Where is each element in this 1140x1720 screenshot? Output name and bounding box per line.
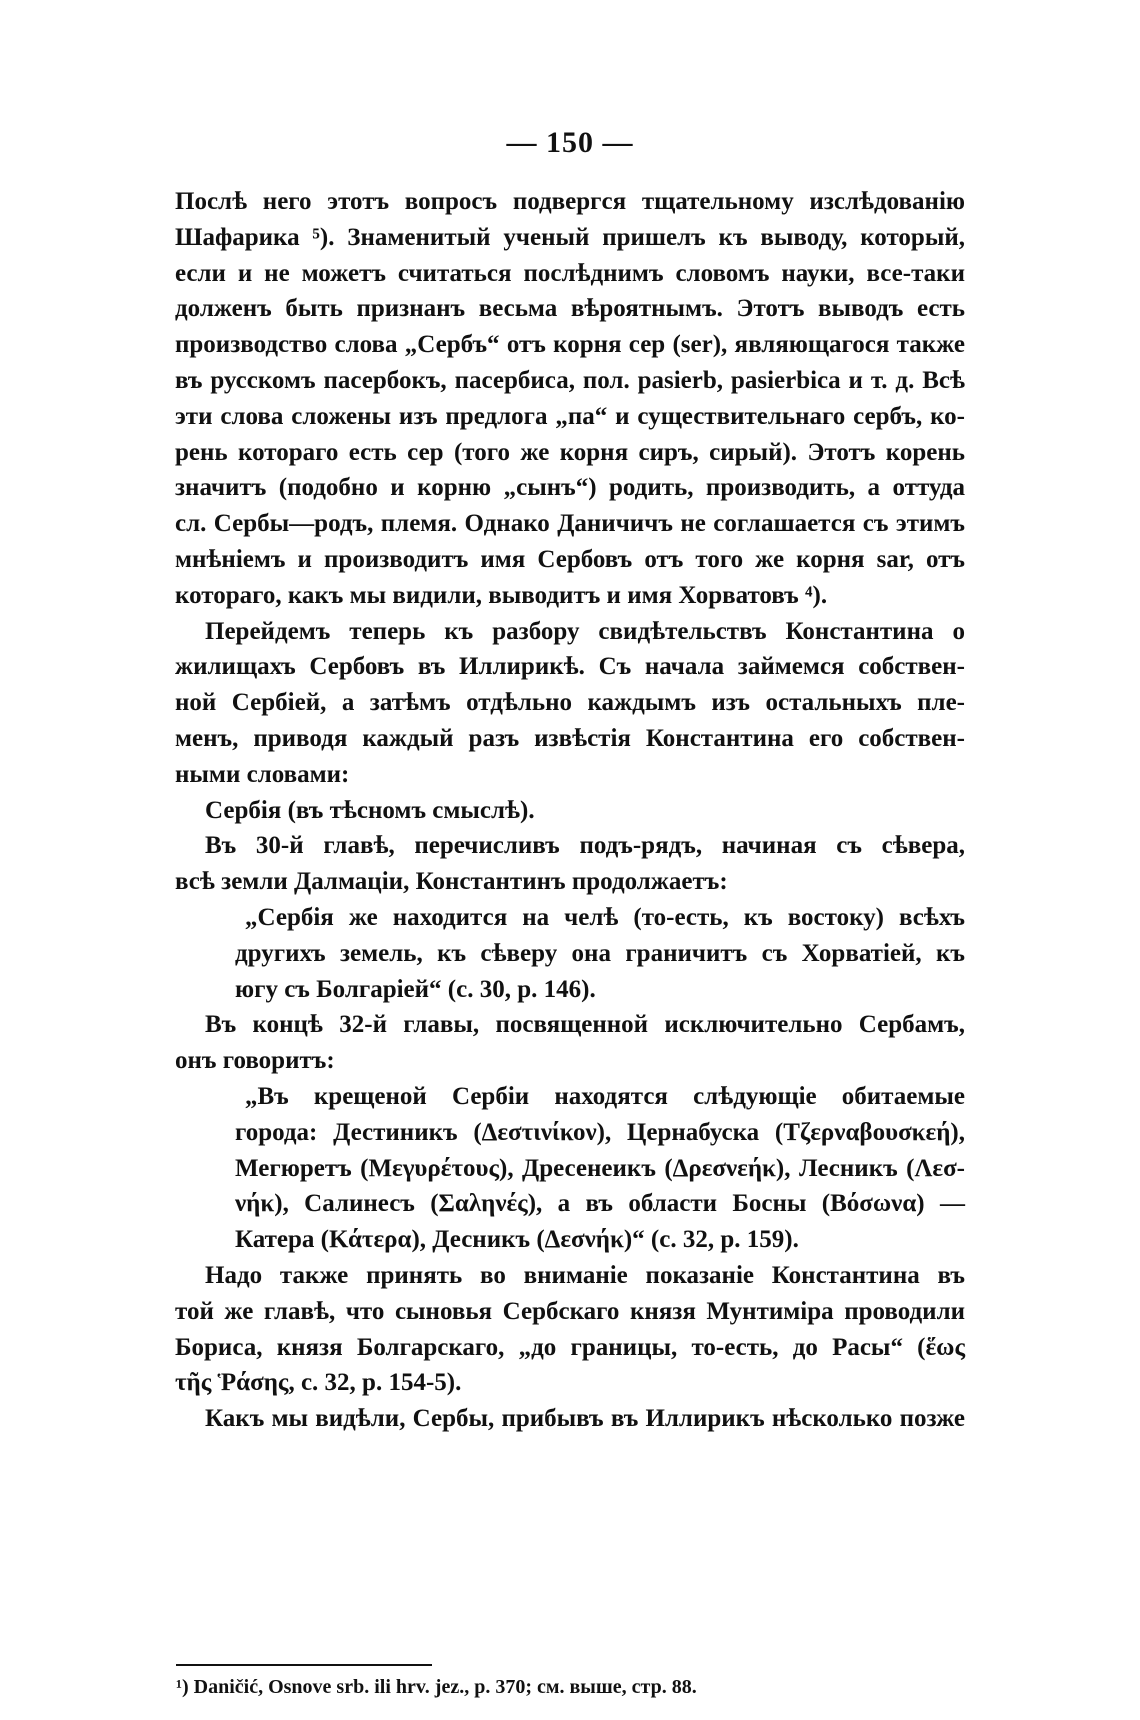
text-line: ными словами: [175, 760, 350, 788]
text-line: менъ, приводя каждый разъ извѣстія Константина его собствен- [175, 724, 965, 752]
body-text [175, 184, 965, 1437]
page-number: — 150 — [506, 126, 634, 159]
paragraph-start-line: Въ 30-й главѣ, перечисливъ подъ-рядъ, начиная съ сѣвера, [205, 832, 965, 860]
quote-line: νήκ), Салинесъ (Σαληνές), а въ области Босны (Βόσωνα) — [235, 1190, 965, 1218]
text-line: значитъ (подобно и корню „сынъ“) родить, производить, а оттуда [175, 474, 965, 502]
footnote-divider [176, 1664, 432, 1666]
text-line: той же главѣ, что сыновья Сербскаго князя Мунтиміра проводили [175, 1297, 965, 1325]
paragraph-start-line: Перейдемъ теперь къ разбору свидѣтельствъ Константина о [205, 617, 965, 645]
text-line: въ русскомъ пасербокъ, пасербиса, пол. pasierb, pasierbica и т. д. Всѣ [175, 366, 965, 394]
paragraph-start-line: Въ концѣ 32-й главы, посвященной исключительно Сербамъ, [205, 1011, 965, 1039]
text-line: ной Сербіей, а затѣмъ отдѣльно каждымъ изъ остальныхъ пле- [175, 689, 965, 717]
text-line: эти слова сложены изъ предлога „па“ и существительнаго сербъ, ко- [175, 402, 965, 430]
text-line: рень котораго есть сер (того же корня сиръ, сирый). Этотъ корень [175, 438, 965, 466]
text-line: онъ говоритъ: [175, 1047, 335, 1075]
text-line: всѣ земли Далмаціи, Константинъ продолжаетъ: [175, 868, 728, 896]
quote-line: югу съ Болгаріей“ (c. 30, p. 146). [235, 975, 596, 1003]
text-line: сл. Сербы—родъ, племя. Однако Даничичъ не соглашается съ этимъ [175, 510, 965, 538]
text-line: Бориса, князя Болгарскаго, „до границы, то-есть, до Расы“ (ἕως [175, 1333, 965, 1361]
text-line: жилищахъ Сербовъ въ Иллирикѣ. Съ начала займемся собствен- [175, 653, 965, 681]
paragraph-start-line: Надо также принять во вниманіе показаніе Константина въ [205, 1261, 965, 1289]
quote-line: Мегюретъ (Μεγυρέτους), Дресенеикъ (Δρεσνεήκ), Лесникъ (Λεσ- [235, 1154, 965, 1182]
footnote: ¹) Daničić, Osnove srb. ili hrv. jez., p. 370; см. выше, стр. 88. [176, 1676, 697, 1698]
text-line: производство слова „Сербъ“ отъ корня сер (ser), являющагося также [175, 331, 965, 359]
text-line: мнѣніемъ и производитъ имя Сербовъ отъ того же корня sar, отъ [175, 545, 965, 573]
text-line: τῆς Ῥάσης, c. 32, p. 154-5). [175, 1369, 462, 1397]
text-line: котораго, какъ мы видили, выводитъ и имя Хорватовъ ⁴). [175, 581, 828, 609]
text-line: если и не можетъ считаться послѣднимъ словомъ науки, все-таки [175, 259, 965, 287]
quote-line: Катера (Κάτερα), Десникъ (Δεσνήκ)“ (c. 32, p. 159). [235, 1226, 799, 1254]
quote-line: другихъ земель, къ сѣверу она граничитъ съ Хорватіей, къ [235, 939, 965, 967]
quote-line: „Сербія же находится на челѣ (то-есть, къ востоку) всѣхъ [245, 903, 965, 931]
text-line: долженъ быть признанъ весьма вѣроятнымъ. Этотъ выводъ есть [175, 295, 965, 323]
paragraph-start-line: Какъ мы видѣли, Сербы, прибывъ въ Иллирикъ нѣсколько позже [205, 1405, 965, 1433]
text-line: Послѣ него этотъ вопросъ подвергся тщательному изслѣдованію [175, 188, 965, 215]
quote-line: города: Дестиникъ (Δεστινίκον), Цернабуска (Τζερναβουσκεή), [235, 1118, 965, 1146]
section-subheading: Сербія (въ тѣсномъ смыслѣ). [205, 796, 535, 824]
quote-line: „Въ крещеной Сербіи находятся слѣдующіе обитаемые [245, 1082, 965, 1110]
text-line: Шафарика ⁵). Знаменитый ученый пришелъ къ выводу, который, [175, 223, 965, 251]
